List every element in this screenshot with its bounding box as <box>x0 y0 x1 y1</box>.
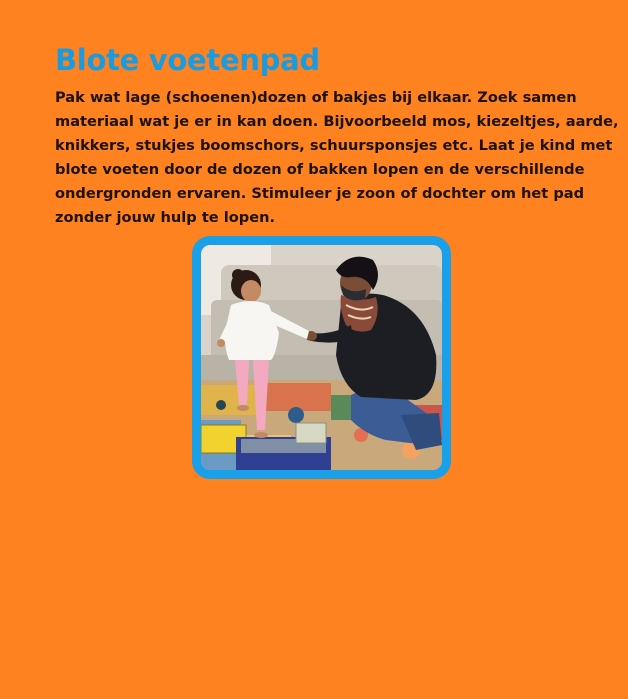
paragraph-line: knikkers, stukjes boomschors, schuursponsjes etc. Laat je kind met <box>55 137 613 154</box>
paragraph-line: ondergronden ervaren. Stimuleer je zoon of dochter om het pad <box>55 185 585 202</box>
paragraph-line: zonder jouw hulp te lopen. <box>55 209 276 226</box>
photo-frame <box>192 236 451 479</box>
instruction-paragraph <box>55 86 619 230</box>
paragraph-line: blote voeten door de dozen of bakken lopen en de verschillende <box>55 161 585 178</box>
page-title: Blote voetenpad <box>55 43 320 77</box>
photo-parent-child-barefoot-path <box>201 245 442 470</box>
paragraph-line: materiaal wat je er in kan doen. Bijvoorbeeld mos, kiezeltjes, aarde, <box>55 113 619 130</box>
paragraph-line: Pak wat lage (schoenen)dozen of bakjes bij elkaar. Zoek samen <box>55 89 577 106</box>
